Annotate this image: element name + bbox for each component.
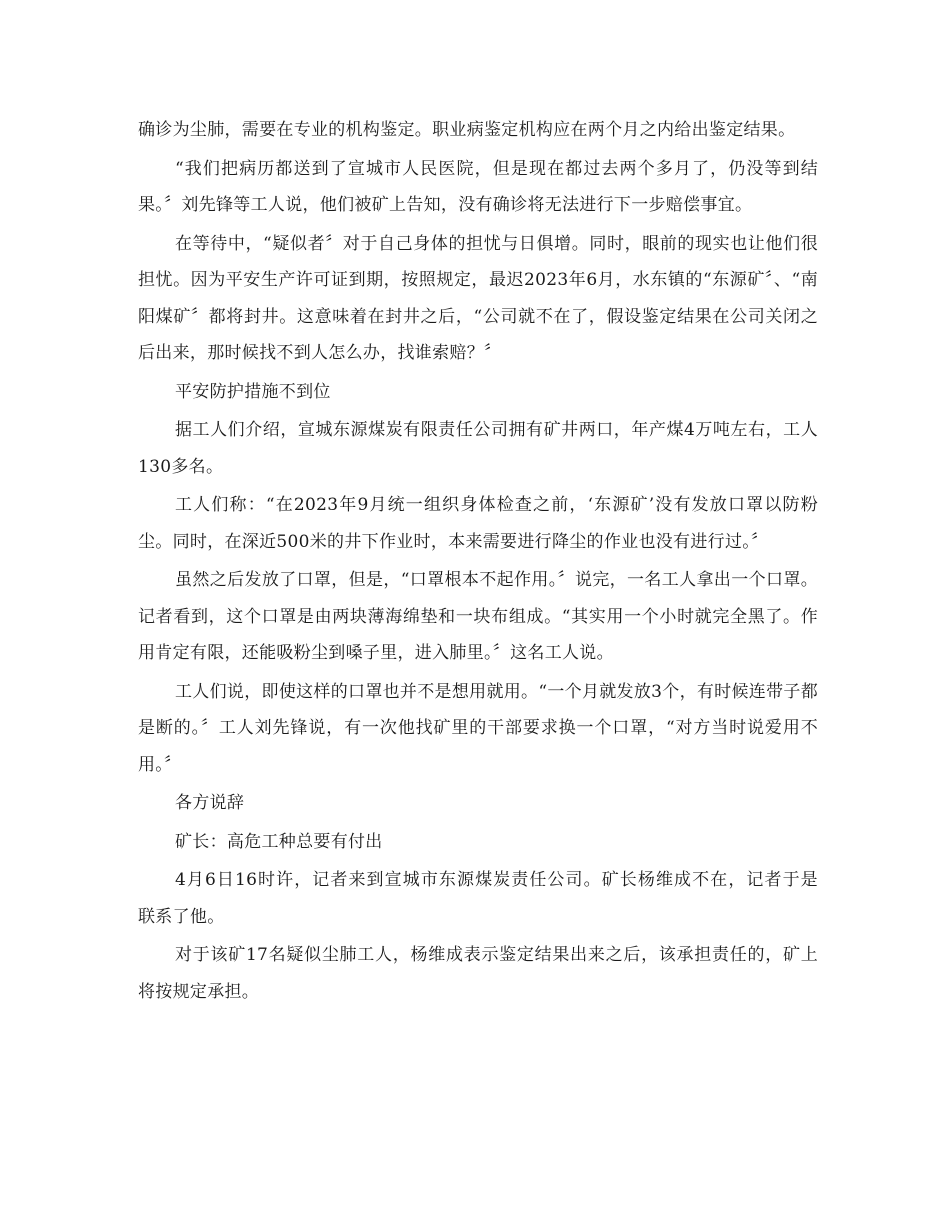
subheading-mine-director: 矿长：高危工种总要有付出 — [175, 831, 383, 852]
section-heading-statements: 各方说辞 — [175, 793, 245, 813]
paragraph-continued: 确诊为尘肺，需要在专业的机构鉴定。职业病鉴定机构应在两个月之内给出鉴定结果。 — [138, 120, 796, 140]
paragraph-worker-quote: “我们把病历都送到了宣城市人民医院，但是现在都过去两个多月了，仍没等到结果。〞刘先锋等工人说，他们被矿上告知，没有确诊将无法进行下一步赔偿事宜。 — [138, 158, 818, 215]
paragraph-mask-supply: 工人们说，即使这样的口罩也并不是想用就用。“一个月就发放3个，有时候连带子都是断的。〞工人刘先锋说，有一次他找矿里的干部要求换一个口罩，“对方当时说爱用不用。〞 — [138, 681, 818, 775]
paragraph-no-masks: 工人们称：“在2023年9月统一组织身体检查之前，‘东源矿’没有发放口罩以防粉尘。同时，在深近500米的井下作业时，本来需要进行降尘的作业也没有进行过。〞 — [138, 495, 818, 552]
paragraph-waiting: 在等待中，“疑似者〞对于自己身体的担忧与日俱增。同时，眼前的现实也让他们很担忧。因为平安生产许可证到期，按照规定，最迟2023年6月，水东镇的“东源矿〞、“南阳煤矿〞都将封井。这意味着在封井之后，“公司就不在了，假设鉴定结果在公司关闭之后出来，那时候找不到人怎么办，找谁索赔？〞 — [138, 233, 818, 363]
paragraph-company-intro: 据工人们介绍，宣城东源煤炭有限责任公司拥有矿井两口，年产煤4万吨左右，工人130多名。 — [138, 420, 818, 477]
paragraph-mask-useless: 虽然之后发放了口罩，但是，“口罩根本不起作用。〞说完，一名工人拿出一个口罩。记者看到，这个口罩是由两块薄海绵垫和一块布组成。“其实用一个小时就完全黑了。作用肯定有限，还能吸粉尘到嗓子里，进入肺里。〞这名工人说。 — [138, 570, 818, 663]
article-body — [138, 112, 830, 1012]
paragraph-responsibility: 对于该矿17名疑似尘肺工人，杨维成表示鉴定结果出来之后，该承担责任的，矿上将按规定承担。 — [138, 945, 818, 1002]
section-heading-safety: 平安防护措施不到位 — [175, 381, 331, 402]
paragraph-visit: 4月6日16时许，记者来到宣城市东源煤炭责任公司。矿长杨维成不在，记者于是 联系了他。 — [138, 870, 830, 927]
